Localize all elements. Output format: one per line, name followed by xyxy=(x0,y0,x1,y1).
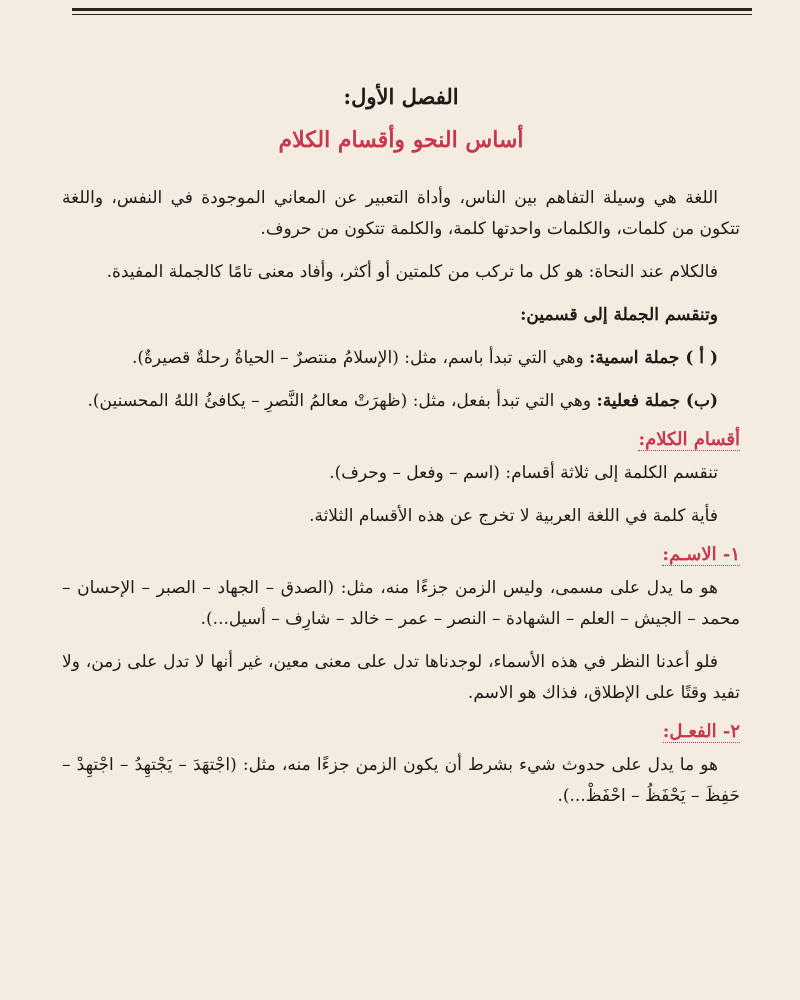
verb-heading: ٢- الفعـل: xyxy=(662,721,740,742)
verbal-label: (ب) جملة فعلية: xyxy=(596,391,718,411)
nominal-text: وهي التي تبدأ باسم، مثل: (الإسلامُ منتصرٌ – الحياةُ رحلةٌ قصيرةٌ). xyxy=(131,348,590,368)
parts-text-2: فأية كلمة في اللغة العربية لا تخرج عن هذه الأقسام الثلاثة. xyxy=(309,506,718,526)
division-intro: وتنقسم الجملة إلى قسمين: xyxy=(520,305,718,325)
verbal-sentence xyxy=(62,386,740,417)
top-rule-thin xyxy=(72,14,752,15)
kalam-definition: فالكلام عند النحاة: هو كل ما تركب من كلمتين أو أكثر، وأفاد معنى تامًا كالجملة المفيدة. xyxy=(106,262,718,282)
page-body xyxy=(62,70,740,824)
chapter-heading: الفصل الأول: xyxy=(343,84,459,109)
parts-heading: أقسام الكلام: xyxy=(638,429,740,450)
intro-paragraph: اللغة هي وسيلة التفاهم بين الناس، وأداة التعبير عن المعاني الموجودة في النفس، واللغة تتكون من كلمات، والكلمات واحدتها كلمة، والكلمة تتكون من حروف. xyxy=(62,188,740,239)
chapter-title: أساس النحو وأقسام الكلام xyxy=(278,127,524,153)
noun-text-2: فلو أعدنا النظر في هذه الأسماء، لوجدناها تدل على معنى معين، غير أنها لا تدل على زمن، ولا تفيد وقتًا على الإطلاق، فذاك هو الاسم. xyxy=(62,652,740,703)
noun-heading: ١- الاسـم: xyxy=(662,544,740,565)
parts-text-1: تنقسم الكلمة إلى ثلاثة أقسام: (اسم – وفعل – وحرف). xyxy=(329,463,718,483)
noun-text-1: هو ما يدل على مسمى، وليس الزمن جزءًا منه، مثل: (الصدق – الجهاد – الصبر – الإحسان – محمد – الجيش – العلم – الشهادة – النصر – عمر – خالد – شارِف – أسيل...). xyxy=(62,578,740,629)
nominal-label: ( أ ) جملة اسمية: xyxy=(589,348,718,368)
top-rule-thick xyxy=(72,8,752,11)
verbal-text: وهي التي تبدأ بفعل، مثل: (ظهرَتْ معالمُ النَّصرِ – يكافئُ اللهُ المحسنين). xyxy=(87,391,597,411)
nominal-sentence xyxy=(62,343,740,374)
verb-text-1: هو ما يدل على حدوث شيء بشرط أن يكون الزمن جزءًا منه، مثل: (اجْتهَدَ – يَجْتهِدُ – اجْتهِدْ – حَفِظَ – يَحْفَظُ – احْفَظْ...). xyxy=(62,755,740,806)
